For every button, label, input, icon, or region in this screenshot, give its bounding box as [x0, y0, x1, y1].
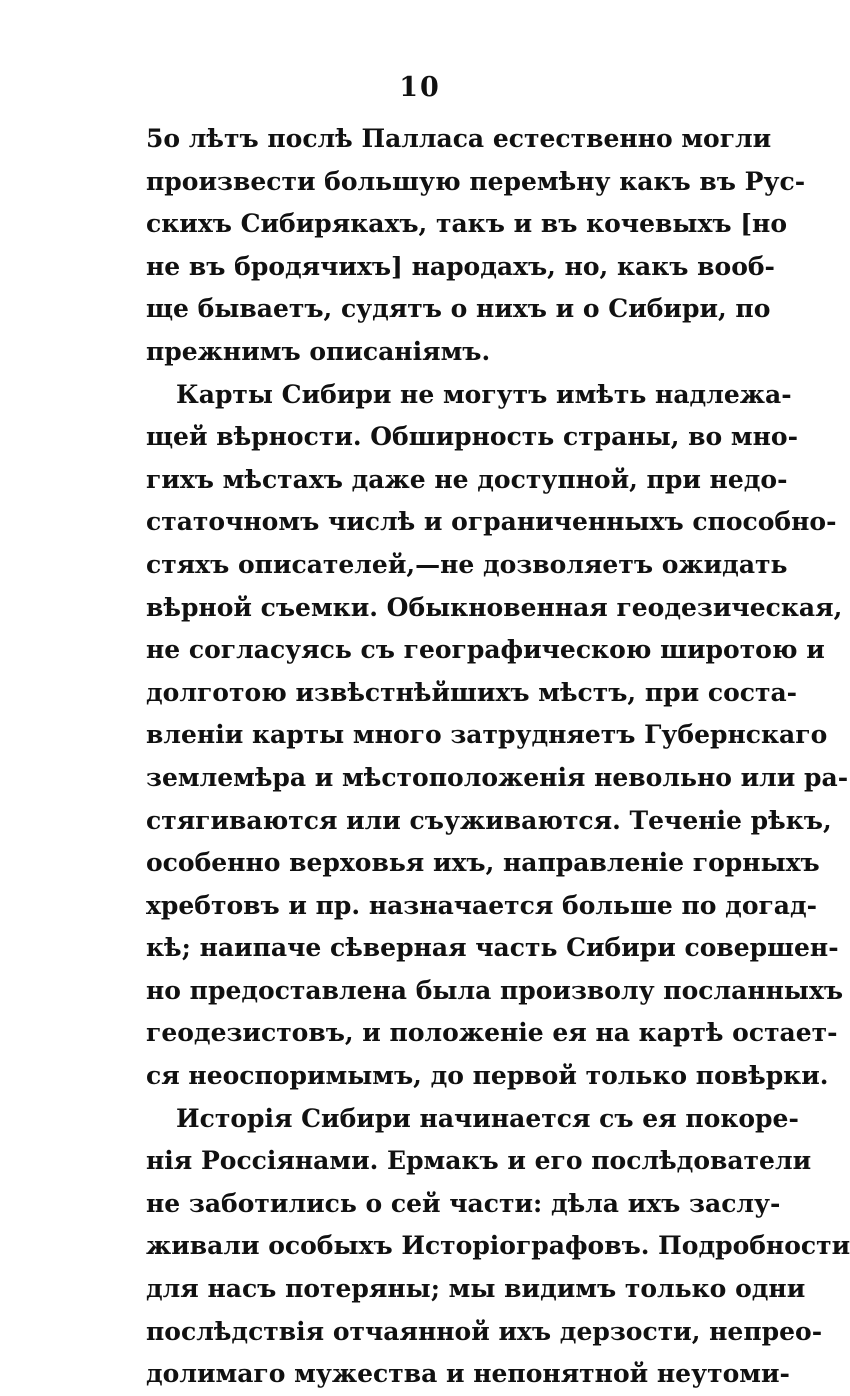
text-line: геодезистовъ, и положеніе ея на картѣ остает- [146, 1018, 838, 1048]
text-line: долготою извѣстнѣйшихъ мѣстъ, при соста- [146, 677, 798, 707]
text-line: стягиваются или съуживаются. Теченіе рѣкъ, [146, 805, 832, 835]
text-line: ся неоспоримымъ, до первой только повѣрки. [146, 1061, 829, 1091]
page-number: 10 [399, 72, 441, 103]
text-line: кѣ; наипаче сѣверная часть Сибири совершен- [146, 933, 839, 963]
text-line: нія Россіянами. Ермакъ и его послѣдователи [146, 1146, 812, 1176]
text-line: произвести большую перемѣну какъ въ Рус- [146, 166, 806, 196]
text-line: Карты Сибири не могутъ имѣть надлежа- [176, 379, 792, 409]
text-line: особенно верховья ихъ, направленіе горныхъ [146, 848, 820, 878]
text-line: скихъ Сибирякахъ, такъ и въ кочевыхъ [но [146, 209, 788, 239]
text-line: гихъ мѣстахъ даже не доступной, при недо- [146, 464, 788, 494]
text-line: ще бываетъ, судятъ о нихъ и о Сибири, по [146, 294, 771, 324]
text-line: 5о лѣтъ послѣ Палласа естественно могли [146, 124, 772, 153]
text-line: щей вѣрности. Обширность страны, во мно- [146, 422, 798, 452]
text-line: не согласуясь съ географическою широтою и [146, 635, 825, 665]
body-text [146, 118, 850, 1396]
text-line: долимаго мужества и непонятной неутоми- [146, 1359, 790, 1389]
text-line: не заботились о сей части: дѣла ихъ заслу- [146, 1188, 781, 1218]
text-line: живали особыхъ Исторіографовъ. Подробности [146, 1231, 850, 1261]
text-line: землемѣра и мѣстоположенія невольно или ра- [146, 762, 849, 792]
text-line: прежнимъ описаніямъ. [146, 336, 491, 366]
text-line: вѣрной съемки. Обыкновенная геодезическая, [146, 592, 843, 622]
text-line: хребтовъ и пр. назначается больше по догад- [146, 890, 818, 920]
text-line: вленіи карты много затрудняетъ Губернскаго [146, 720, 828, 750]
text-line: но предоставлена была произволу посланныхъ [146, 975, 844, 1005]
text-line: Исторія Сибири начинается съ ея покоре- [176, 1103, 799, 1133]
text-line: для насъ потеряны; мы видимъ только одни [146, 1274, 806, 1304]
text-line: не въ бродячихъ] народахъ, но, какъ вооб- [146, 251, 775, 281]
text-line: послѣдствія отчаянной ихъ дерзости, непрео- [146, 1316, 823, 1346]
text-line: стяхъ описателей,—не дозволяетъ ожидать [146, 549, 788, 579]
text-line: статочномъ числѣ и ограниченныхъ способно- [146, 507, 837, 537]
